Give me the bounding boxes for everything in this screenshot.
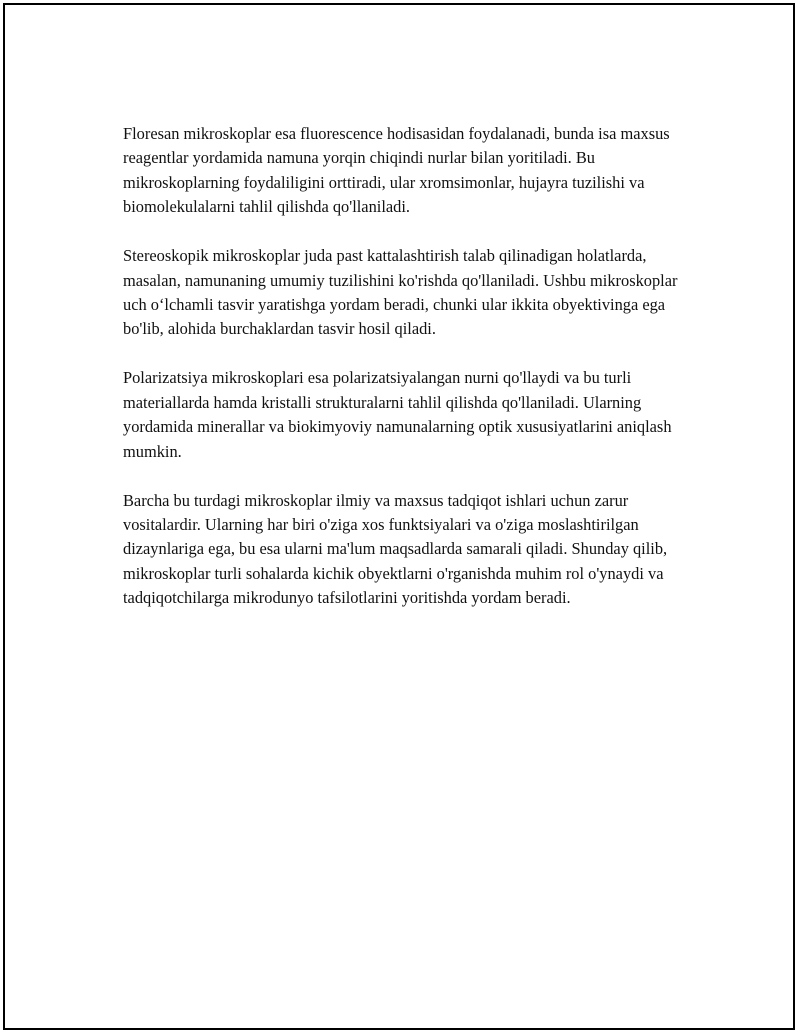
document-body [123, 122, 703, 635]
paragraph-conclusion: Barcha bu turdagi mikroskoplar ilmiy va maxsus tadqiqot ishlari uchun zarur vositalardir. Ularning har biri o'ziga xos funktsiyalari va o'ziga moslashtirilgan dizaynlariga ega, bu esa ularni ma'lum maqsadlarda samarali qiladi. Shunday qilib, mikroskoplar turli sohalarda kichik obyektlarni o'rganishda muhim rol o'ynaydi va tadqiqotchilarga mikrodunyo tafsilotlarini yoritishda yordam beradi. [123, 490, 668, 608]
paragraph-stereoscopic-microscopes: Stereoskopik mikroskoplar juda past kattalashtirish talab qilinadigan holatlarda, masalan, namunaning umumiy tuzilishini ko'rishda qo'llaniladi. Ushbu mikroskoplar uch oʻlchamli tasvir yaratishga yordam beradi, chunki ular ikkita obyektivinga ega bo'lib, alohida burchaklardan tasvir hosil qiladi. [123, 246, 678, 339]
paragraph-fluorescent-microscopes: Floresan mikroskoplar esa fluorescence hodisasidan foydalanadi, bunda isa maxsus reagentlar yordamida namuna yorqin chiqindi nurlar bilan yoritiladi. Bu mikroskoplarning foydaliligini orttiradi, ular xromsimonlar, hujayra tuzilishi va biomolekulalarni tahlil qilishda qo'llaniladi. [123, 124, 670, 217]
page-frame [3, 3, 795, 1030]
paragraph-polarization-microscopes: Polarizatsiya mikroskoplari esa polarizatsiyalangan nurni qo'llaydi va bu turli materiallarda hamda kristalli strukturalarni tahlil qilishda qo'llaniladi. Ularning yordamida minerallar va biokimyoviy namunalarning optik xususiyatlarini aniqlash mumkin. [123, 368, 672, 461]
